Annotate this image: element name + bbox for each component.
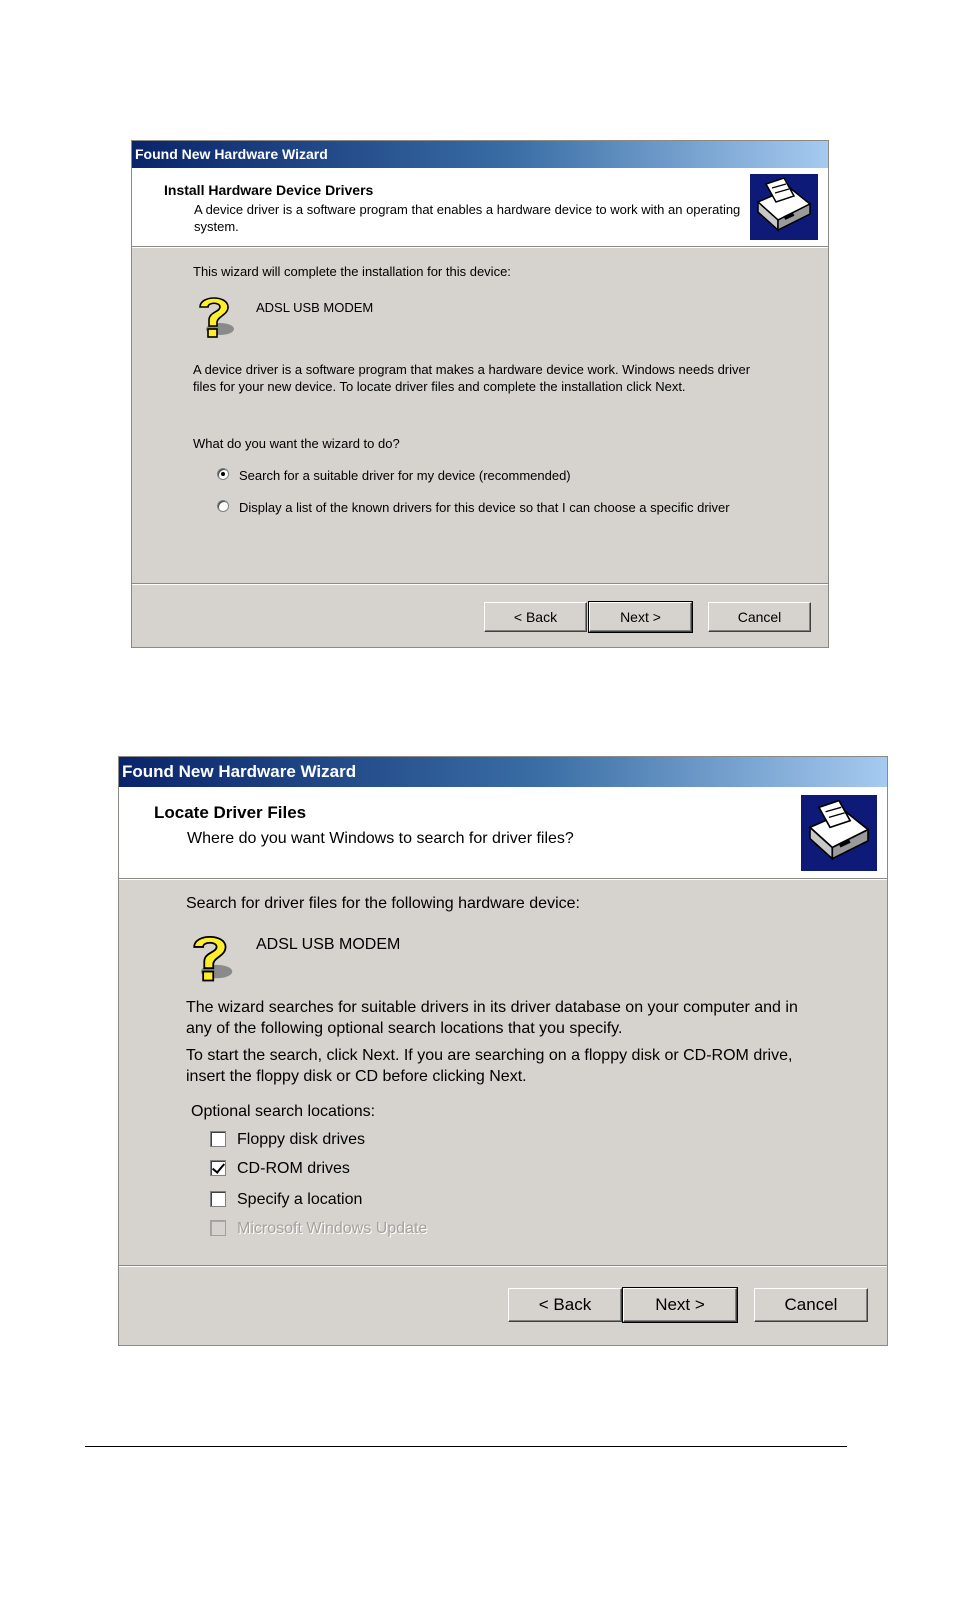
device-name: ADSL USB MODEM	[256, 300, 374, 315]
question-text: What do you want the wizard to do?	[193, 436, 400, 451]
radio-display-list-label[interactable]: Display a list of the known drivers for this device so that I can choose a specific driver	[239, 500, 730, 515]
optional-locations-label: Optional search locations:	[191, 1103, 376, 1120]
hardware-install-icon	[801, 795, 877, 871]
header-title: Locate Driver Files	[154, 803, 307, 822]
header-subtitle: A device driver is a software program that enables a hardware device to work with an operating system.	[194, 202, 741, 234]
device-name: ADSL USB MODEM	[256, 936, 401, 953]
cancel-button[interactable]: Cancel	[708, 602, 811, 632]
back-button[interactable]: < Back	[508, 1288, 622, 1322]
specify-location-checkbox[interactable]	[210, 1191, 226, 1207]
intro-text: Search for driver files for the following hardware device:	[186, 895, 580, 912]
next-button[interactable]: Next >	[589, 602, 692, 632]
install-drivers-wizard-window	[131, 140, 829, 648]
radio-search-driver-label[interactable]: Search for a suitable driver for my device (recommended)	[239, 468, 571, 483]
cdrom-drives-checkbox[interactable]	[210, 1160, 226, 1176]
windows-update-checkbox	[210, 1220, 226, 1236]
intro-text: This wizard will complete the installation for this device:	[193, 264, 511, 279]
cdrom-drives-label[interactable]: CD-ROM drives	[237, 1160, 350, 1177]
wizard-header	[132, 168, 828, 247]
unknown-device-question-icon	[183, 929, 239, 985]
radio-search-driver[interactable]	[217, 468, 229, 480]
window-title: Found New Hardware Wizard	[132, 141, 828, 168]
header-title: Install Hardware Device Drivers	[164, 182, 374, 198]
windows-update-label: Microsoft Windows Update	[237, 1220, 428, 1237]
floppy-drives-label[interactable]: Floppy disk drives	[237, 1131, 366, 1148]
back-button[interactable]: < Back	[484, 602, 587, 632]
radio-display-list[interactable]	[217, 500, 229, 512]
window-title: Found New Hardware Wizard	[119, 757, 887, 787]
button-separator	[119, 1265, 887, 1267]
unknown-device-question-icon	[190, 291, 240, 341]
page-footer-rule	[85, 1446, 847, 1447]
wizard-header	[119, 787, 887, 879]
next-button[interactable]: Next >	[623, 1288, 737, 1322]
search-description-text: The wizard searches for suitable drivers in its driver database on your computer and in any of the following optional search locations that you specify.	[186, 999, 798, 1038]
description-text: A device driver is a software program that makes a hardware device work. Windows needs driver files for your new device. To locate driver files and complete the installation click Next.	[193, 362, 751, 395]
header-subtitle: Where do you want Windows to search for driver files?	[187, 830, 574, 847]
cancel-button[interactable]: Cancel	[754, 1288, 868, 1322]
hardware-install-icon	[750, 174, 818, 240]
start-search-text: To start the search, click Next. If you are searching on a floppy disk or CD-ROM drive, insert the floppy disk or CD before clicking Next.	[186, 1047, 793, 1086]
floppy-drives-checkbox[interactable]	[210, 1131, 226, 1147]
locate-driver-files-wizard-window	[118, 756, 888, 1346]
button-separator	[132, 583, 828, 585]
specify-location-label[interactable]: Specify a location	[237, 1191, 363, 1208]
